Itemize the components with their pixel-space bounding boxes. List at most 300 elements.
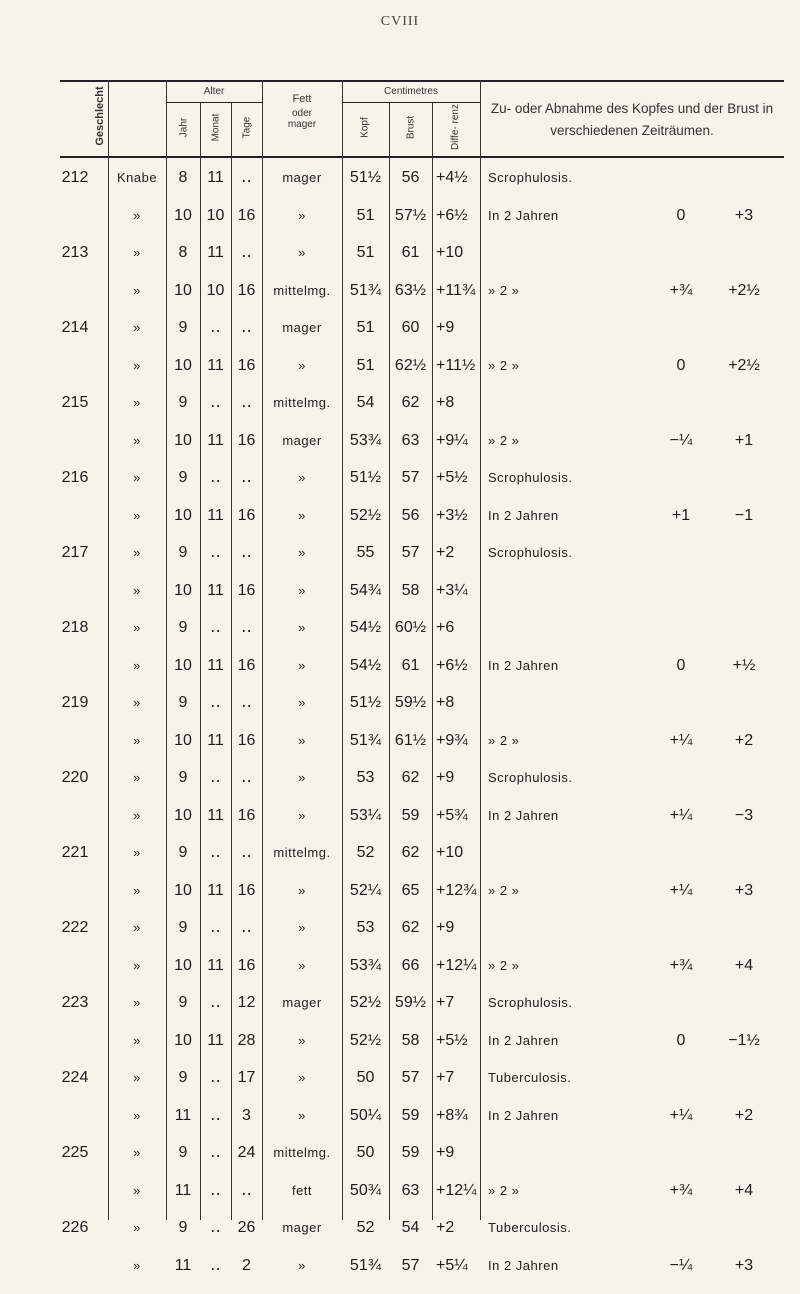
record-number: 217 <box>61 544 89 561</box>
kopf-cell: 53 <box>356 769 375 786</box>
jahr-cell: 9 <box>178 919 188 936</box>
note-cell: Scrophulosis. <box>488 770 573 785</box>
diff-cell: +6½ <box>436 657 468 674</box>
tage-cell: 16 <box>237 882 256 899</box>
tage-cell: 17 <box>237 1069 256 1086</box>
brust-change-cell: −1½ <box>728 1032 760 1049</box>
note-cell: In 2 Jahren <box>488 658 559 673</box>
diff-cell: +10 <box>436 244 464 261</box>
header-centimetres: Centimetres <box>384 86 438 97</box>
record-number: 224 <box>61 1069 89 1086</box>
fett-cell: » <box>298 1258 306 1273</box>
brust-cell: 57 <box>401 1257 420 1274</box>
fett-cell: mittelmg. <box>273 845 331 860</box>
brust-cell: 62 <box>401 844 420 861</box>
record-number: 215 <box>61 394 89 411</box>
note-cell: Tuberculosis. <box>488 1070 572 1085</box>
record-number: 226 <box>61 1219 89 1236</box>
sex-cell: » <box>133 245 141 260</box>
monat-cell: ‥ <box>210 319 221 336</box>
diff-cell: +5½ <box>436 469 468 486</box>
monat-cell: 11 <box>207 357 224 374</box>
monat-cell: 11 <box>207 432 224 449</box>
tage-cell: ‥ <box>241 694 252 711</box>
jahr-cell: 10 <box>174 732 192 749</box>
fett-cell: » <box>298 208 306 223</box>
fett-cell: mager <box>282 995 322 1010</box>
brust-cell: 62½ <box>394 357 427 374</box>
record-number: 212 <box>61 169 89 186</box>
kopf-change-cell: −¼ <box>669 1257 693 1274</box>
jahr-cell: 10 <box>174 507 192 524</box>
kopf-cell: 50¼ <box>349 1107 382 1124</box>
kopf-cell: 53¾ <box>349 432 382 449</box>
brust-change-cell: +4 <box>734 1182 754 1199</box>
note-cell: In 2 Jahren <box>488 1033 559 1048</box>
diff-cell: +2 <box>436 1219 455 1236</box>
jahr-cell: 9 <box>178 619 188 636</box>
jahr-cell: 9 <box>178 1144 188 1161</box>
kopf-cell: 52 <box>356 1219 375 1236</box>
brust-change-cell: −3 <box>734 807 754 824</box>
diff-cell: +9¼ <box>436 432 468 449</box>
fett-cell: » <box>298 958 306 973</box>
fett-cell: » <box>298 583 306 598</box>
monat-cell: ‥ <box>210 769 221 786</box>
kopf-cell: 51 <box>356 357 375 374</box>
jahr-cell: 10 <box>174 657 192 674</box>
header-kopf: Kopf <box>359 117 371 138</box>
monat-cell: ‥ <box>210 1107 221 1124</box>
diff-cell: +7 <box>436 1069 455 1086</box>
brust-cell: 62 <box>401 394 420 411</box>
jahr-cell: 10 <box>174 1032 192 1049</box>
diff-cell: +6 <box>436 619 455 636</box>
kopf-cell: 52½ <box>349 1032 382 1049</box>
monat-cell: ‥ <box>210 1069 221 1086</box>
brust-change-cell: +3 <box>734 207 754 224</box>
record-number: 222 <box>61 919 89 936</box>
fett-cell: » <box>298 1108 306 1123</box>
kopf-cell: 51½ <box>349 469 382 486</box>
brust-cell: 62 <box>401 769 420 786</box>
tage-cell: 24 <box>237 1144 256 1161</box>
header-zu-abnahme: Zu- oder Abnahme des Kopfes und der Brust in verschiedenen Zeiträumen. <box>490 101 774 138</box>
diff-cell: +8 <box>436 694 455 711</box>
kopf-cell: 50 <box>356 1144 375 1161</box>
brust-cell: 58 <box>401 1032 420 1049</box>
fett-cell: » <box>298 770 306 785</box>
jahr-cell: 10 <box>174 432 192 449</box>
sex-cell: » <box>133 958 141 973</box>
brust-cell: 62 <box>401 919 420 936</box>
sex-cell: » <box>133 1258 141 1273</box>
monat-cell: ‥ <box>210 994 221 1011</box>
brust-cell: 59½ <box>394 694 427 711</box>
header-fett-sub: oder mager <box>287 108 317 130</box>
note-cell: In 2 Jahren <box>488 1108 559 1123</box>
jahr-cell: 10 <box>174 282 192 299</box>
note-cell: » 2 » <box>488 958 520 973</box>
fett-cell: mager <box>282 433 322 448</box>
diff-cell: +9 <box>436 769 455 786</box>
sex-cell: » <box>133 658 141 673</box>
brust-cell: 61 <box>401 244 420 261</box>
note-cell: In 2 Jahren <box>488 1258 559 1273</box>
sex-cell: » <box>133 995 141 1010</box>
diff-cell: +3¼ <box>436 582 468 599</box>
kopf-cell: 53¾ <box>349 957 382 974</box>
diff-cell: +9 <box>436 919 455 936</box>
header-jahr: Jahr <box>178 117 190 138</box>
kopf-cell: 51¾ <box>349 732 382 749</box>
record-number: 216 <box>61 469 89 486</box>
jahr-cell: 10 <box>174 357 192 374</box>
note-cell: » 2 » <box>488 433 520 448</box>
tage-cell: 16 <box>237 807 256 824</box>
note-cell: In 2 Jahren <box>488 808 559 823</box>
jahr-cell: 9 <box>178 544 188 561</box>
jahr-cell: 8 <box>178 169 188 186</box>
tage-cell: ‥ <box>241 544 252 561</box>
kopf-cell: 51 <box>356 319 375 336</box>
brust-change-cell: +1 <box>734 432 754 449</box>
sex-cell: » <box>133 808 141 823</box>
diff-cell: +7 <box>436 994 455 1011</box>
sex-cell: » <box>133 695 141 710</box>
jahr-cell: 9 <box>178 394 188 411</box>
diff-cell: +6½ <box>436 207 468 224</box>
note-cell: » 2 » <box>488 283 520 298</box>
note-cell: In 2 Jahren <box>488 508 559 523</box>
fett-cell: » <box>298 508 306 523</box>
sex-cell: Knabe <box>116 170 158 185</box>
monat-cell: 11 <box>207 582 224 599</box>
kopf-cell: 50 <box>356 1069 375 1086</box>
monat-cell: 10 <box>206 282 225 299</box>
monat-cell: 11 <box>207 507 224 524</box>
kopf-cell: 53¼ <box>349 807 382 824</box>
fett-cell: mittelmg. <box>273 1145 331 1160</box>
tage-cell: 16 <box>237 507 256 524</box>
kopf-cell: 54¾ <box>349 582 382 599</box>
kopf-change-cell: 0 <box>676 1032 686 1049</box>
diff-cell: +5¼ <box>436 1257 468 1274</box>
jahr-cell: 10 <box>174 207 192 224</box>
brust-cell: 61 <box>401 657 420 674</box>
sex-cell: » <box>133 620 141 635</box>
kopf-cell: 50¾ <box>349 1182 382 1199</box>
fett-cell: » <box>298 1070 306 1085</box>
diff-cell: +8¾ <box>436 1107 468 1124</box>
tage-cell: ‥ <box>241 769 252 786</box>
diff-cell: +9 <box>436 1144 455 1161</box>
kopf-change-cell: −¼ <box>669 432 693 449</box>
tage-cell: ‥ <box>241 394 252 411</box>
fett-cell: mager <box>282 1220 322 1235</box>
brust-cell: 65 <box>401 882 420 899</box>
brust-cell: 63 <box>401 432 420 449</box>
tage-cell: 12 <box>237 994 256 1011</box>
jahr-cell: 9 <box>178 769 188 786</box>
diff-cell: +4½ <box>436 169 468 186</box>
brust-cell: 56 <box>401 507 420 524</box>
note-cell: Scrophulosis. <box>488 545 573 560</box>
tage-cell: ‥ <box>241 244 252 261</box>
sex-cell: » <box>133 470 141 485</box>
brust-cell: 57 <box>401 1069 420 1086</box>
fett-cell: » <box>298 920 306 935</box>
tage-cell: ‥ <box>241 619 252 636</box>
monat-cell: ‥ <box>210 469 221 486</box>
monat-cell: ‥ <box>210 1182 221 1199</box>
jahr-cell: 9 <box>178 694 188 711</box>
monat-cell: ‥ <box>210 694 221 711</box>
kopf-cell: 55 <box>356 544 375 561</box>
record-number: 213 <box>61 244 89 261</box>
fett-cell: » <box>298 620 306 635</box>
brust-cell: 57 <box>401 544 420 561</box>
record-number: 214 <box>61 319 89 336</box>
jahr-cell: 9 <box>178 1069 188 1086</box>
monat-cell: ‥ <box>210 919 221 936</box>
sex-cell: » <box>133 845 141 860</box>
diff-cell: +9¾ <box>436 732 468 749</box>
sex-cell: » <box>133 883 141 898</box>
fett-cell: » <box>298 358 306 373</box>
record-number: 220 <box>61 769 89 786</box>
tage-cell: 16 <box>237 957 256 974</box>
kopf-cell: 54½ <box>349 657 382 674</box>
note-cell: In 2 Jahren <box>488 208 559 223</box>
sex-cell: » <box>133 733 141 748</box>
tage-cell: ‥ <box>241 1182 252 1199</box>
fett-cell: » <box>298 808 306 823</box>
sex-cell: » <box>133 1183 141 1198</box>
header-tage: Tage <box>241 116 253 139</box>
brust-cell: 58 <box>401 582 420 599</box>
tage-cell: 16 <box>237 582 256 599</box>
kopf-cell: 52½ <box>349 507 382 524</box>
jahr-cell: 9 <box>178 994 188 1011</box>
jahr-cell: 11 <box>174 1107 192 1124</box>
brust-change-cell: −1 <box>734 507 754 524</box>
fett-cell: mager <box>282 170 322 185</box>
kopf-cell: 53 <box>356 919 375 936</box>
tage-cell: ‥ <box>241 319 252 336</box>
note-cell: Tuberculosis. <box>488 1220 572 1235</box>
top-rule <box>60 80 784 82</box>
brust-change-cell: +½ <box>732 657 756 674</box>
fett-cell: fett <box>291 1183 313 1198</box>
monat-cell: ‥ <box>210 1144 221 1161</box>
record-number: 223 <box>61 994 89 1011</box>
diff-cell: +5¾ <box>436 807 468 824</box>
tage-cell: 16 <box>237 432 256 449</box>
jahr-cell: 9 <box>178 1219 188 1236</box>
sex-cell: » <box>133 508 141 523</box>
col-rule <box>432 102 433 1220</box>
fett-cell: » <box>298 1033 306 1048</box>
tage-cell: 28 <box>237 1032 256 1049</box>
note-cell: Scrophulosis. <box>488 995 573 1010</box>
brust-cell: 59 <box>401 1144 420 1161</box>
fett-cell: » <box>298 883 306 898</box>
monat-cell: 11 <box>207 957 224 974</box>
diff-cell: +3½ <box>436 507 468 524</box>
kopf-change-cell: +1 <box>671 507 691 524</box>
kopf-cell: 52½ <box>349 994 382 1011</box>
kopf-cell: 52 <box>356 844 375 861</box>
monat-cell: 11 <box>207 657 224 674</box>
sex-cell: » <box>133 1220 141 1235</box>
sex-cell: » <box>133 433 141 448</box>
brust-change-cell: +3 <box>734 882 754 899</box>
kopf-change-cell: 0 <box>676 657 686 674</box>
diff-cell: +9 <box>436 319 455 336</box>
brust-cell: 61½ <box>394 732 427 749</box>
brust-cell: 54 <box>401 1219 420 1236</box>
brust-cell: 63 <box>401 1182 420 1199</box>
kopf-cell: 51½ <box>349 694 382 711</box>
jahr-cell: 10 <box>174 582 192 599</box>
diff-cell: +12¼ <box>436 957 477 974</box>
page-number: CVIII <box>380 14 420 29</box>
record-number: 218 <box>61 619 89 636</box>
kopf-change-cell: +¼ <box>669 807 693 824</box>
tage-cell: 3 <box>242 1107 251 1124</box>
jahr-cell: 11 <box>174 1257 192 1274</box>
brust-cell: 59 <box>401 807 420 824</box>
kopf-cell: 51¾ <box>349 282 382 299</box>
sex-cell: » <box>133 583 141 598</box>
header-fett: Fett <box>292 93 312 105</box>
fett-cell: mittelmg. <box>273 283 331 298</box>
sex-cell: » <box>133 320 141 335</box>
diff-cell: +8 <box>436 394 455 411</box>
brust-cell: 59 <box>401 1107 420 1124</box>
jahr-cell: 9 <box>178 844 188 861</box>
tage-cell: 16 <box>237 357 256 374</box>
fett-cell: » <box>298 545 306 560</box>
jahr-cell: 9 <box>178 469 188 486</box>
sex-cell: » <box>133 1108 141 1123</box>
brust-cell: 59½ <box>394 994 427 1011</box>
diff-cell: +11¾ <box>436 282 476 299</box>
kopf-cell: 54½ <box>349 619 382 636</box>
tage-cell: 16 <box>237 732 256 749</box>
tage-cell: 16 <box>237 207 256 224</box>
sex-cell: » <box>133 208 141 223</box>
header-rule <box>60 156 784 158</box>
sex-cell: » <box>133 545 141 560</box>
diff-cell: +5½ <box>436 1032 468 1049</box>
monat-cell: ‥ <box>210 619 221 636</box>
monat-cell: 11 <box>207 1032 224 1049</box>
tage-cell: ‥ <box>241 919 252 936</box>
note-cell: » 2 » <box>488 883 520 898</box>
fett-cell: » <box>298 658 306 673</box>
brust-cell: 60½ <box>394 619 427 636</box>
kopf-change-cell: +¾ <box>669 1182 693 1199</box>
header-alter: Alter <box>203 86 225 97</box>
brust-change-cell: +2½ <box>728 357 760 374</box>
sex-cell: » <box>133 395 141 410</box>
measurement-table <box>60 80 784 1290</box>
fett-cell: mittelmg. <box>273 395 331 410</box>
sex-cell: » <box>133 1070 141 1085</box>
diff-cell: +12¾ <box>436 882 477 899</box>
sex-cell: » <box>133 770 141 785</box>
jahr-cell: 10 <box>174 882 192 899</box>
brust-change-cell: +4 <box>734 957 754 974</box>
kopf-change-cell: +¼ <box>669 732 693 749</box>
monat-cell: 11 <box>207 169 224 186</box>
tage-cell: ‥ <box>241 469 252 486</box>
kopf-change-cell: +¼ <box>669 882 693 899</box>
kopf-cell: 51 <box>356 207 375 224</box>
sex-cell: » <box>133 1145 141 1160</box>
note-cell: Scrophulosis. <box>488 170 573 185</box>
monat-cell: ‥ <box>210 544 221 561</box>
tage-cell: 2 <box>242 1257 251 1274</box>
header-differenz: Diffe- renz <box>450 104 461 150</box>
jahr-cell: 9 <box>178 319 188 336</box>
note-cell: Scrophulosis. <box>488 470 573 485</box>
kopf-cell: 52¼ <box>349 882 382 899</box>
kopf-change-cell: 0 <box>676 357 686 374</box>
tage-cell: 16 <box>237 657 256 674</box>
fett-cell: » <box>298 245 306 260</box>
monat-cell: 11 <box>207 244 224 261</box>
diff-cell: +11½ <box>436 357 476 374</box>
kopf-cell: 51 <box>356 244 375 261</box>
monat-cell: 11 <box>207 807 224 824</box>
kopf-change-cell: +¾ <box>669 282 693 299</box>
tage-cell: 16 <box>237 282 256 299</box>
diff-cell: +2 <box>436 544 455 561</box>
brust-change-cell: +3 <box>734 1257 754 1274</box>
monat-cell: ‥ <box>210 1257 221 1274</box>
tage-cell: ‥ <box>241 169 252 186</box>
brust-cell: 60 <box>401 319 420 336</box>
kopf-change-cell: 0 <box>676 207 686 224</box>
header-geschlecht: Geschlecht <box>94 86 106 146</box>
fett-cell: » <box>298 470 306 485</box>
brust-cell: 66 <box>401 957 420 974</box>
monat-cell: ‥ <box>210 1219 221 1236</box>
jahr-cell: 8 <box>178 244 188 261</box>
header-brust: Brust <box>405 115 417 140</box>
kopf-cell: 54 <box>356 394 375 411</box>
monat-cell: 11 <box>207 732 224 749</box>
kopf-change-cell: +¾ <box>669 957 693 974</box>
record-number: 219 <box>61 694 89 711</box>
fett-cell: » <box>298 695 306 710</box>
monat-cell: 10 <box>206 207 225 224</box>
kopf-change-cell: +¼ <box>669 1107 693 1124</box>
brust-cell: 57½ <box>394 207 427 224</box>
note-cell: » 2 » <box>488 733 520 748</box>
note-cell: » 2 » <box>488 358 520 373</box>
kopf-cell: 51½ <box>349 169 382 186</box>
fett-cell: mager <box>282 320 322 335</box>
kopf-cell: 51¾ <box>349 1257 382 1274</box>
note-cell: » 2 » <box>488 1183 520 1198</box>
monat-cell: ‥ <box>210 844 221 861</box>
fett-cell: » <box>298 733 306 748</box>
record-number: 225 <box>61 1144 89 1161</box>
